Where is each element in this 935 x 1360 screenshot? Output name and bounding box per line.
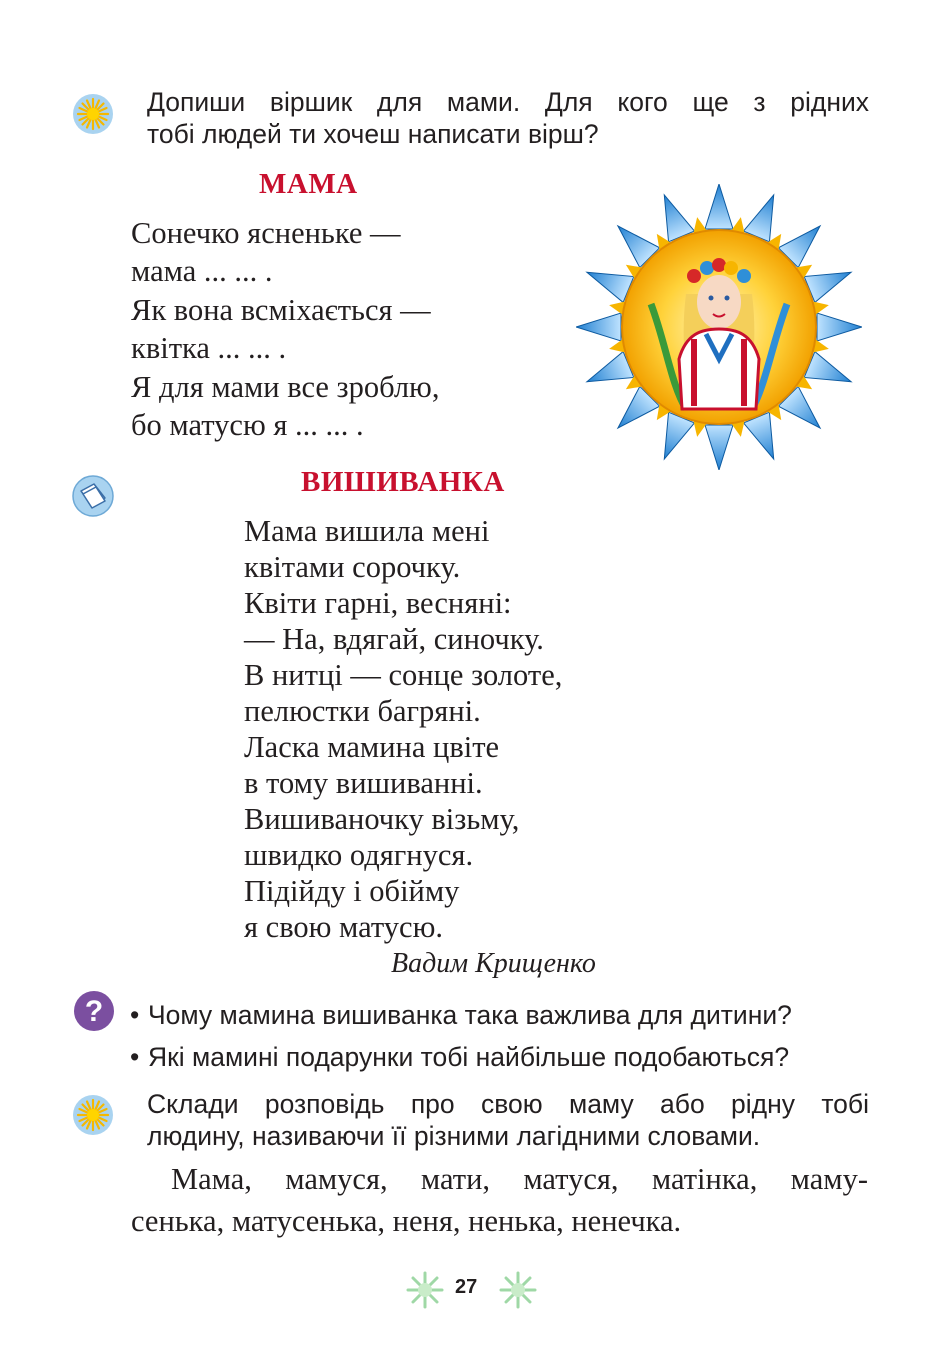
task-instruction-1: [147, 86, 869, 150]
snowflake-icon: [405, 1270, 445, 1310]
poem-line: Як вона всміхається —: [131, 292, 431, 327]
task1-line2: тобі людей ти хочеш написати вірш?: [147, 119, 599, 149]
poem-line: В нитці — сонце золоте,: [244, 658, 563, 692]
poem-line: в тому вишиванні.: [244, 766, 483, 800]
poem-line: пелюстки багряні.: [244, 694, 481, 728]
poem-line: Ласка мамина цвіте: [244, 730, 500, 764]
words-line2: сенька, матусенька, неня, ненька, ненечка.: [131, 1204, 682, 1238]
poem-line: бо матусю я ... ... .: [131, 408, 364, 443]
affectionate-words: [131, 1158, 868, 1242]
poem-line: Я для мами все зроблю,: [131, 369, 440, 404]
poem-line: я свою матусю.: [244, 910, 444, 944]
question-text: Які мамині подарунки тобі найбільше подобаються?: [148, 1042, 790, 1072]
poem-mama: [131, 214, 439, 444]
bullet: •: [130, 1042, 140, 1072]
poem-title-mama: МАМА: [259, 168, 358, 200]
poem-author: Вадим Крищенко: [391, 948, 596, 979]
question-text: Чому мамина вишиванка така важлива для дитини?: [148, 1000, 792, 1030]
question-icon: [73, 990, 115, 1032]
poem-line: Квіти гарні, весняні:: [244, 586, 512, 620]
poem-line: — На, вдягай, синочку.: [244, 622, 544, 656]
page-number: 27: [455, 1276, 478, 1298]
sun-icon: [72, 93, 114, 135]
list-item: [130, 1036, 792, 1078]
task1-line1: Допиши віршик для мами. Для кого ще з рідних: [147, 87, 869, 117]
svg-text:?: ?: [84, 995, 104, 1028]
sun-icon: [72, 1094, 114, 1136]
book-icon: [72, 475, 114, 517]
list-item: [130, 994, 792, 1036]
task2-line2: людину, називаючи її різними лагідними словами.: [147, 1121, 761, 1151]
poem-line: квітка ... ... .: [131, 331, 287, 366]
poem-line: Вишиваночку візьму,: [244, 802, 520, 836]
poem-line: Підійду і обійму: [244, 874, 460, 908]
poem-line: мама ... ... .: [131, 254, 273, 289]
sun-girl-illustration: [576, 184, 862, 470]
poem-line: швидко одягнуся.: [244, 838, 474, 872]
task-instruction-2: [147, 1088, 869, 1152]
poem-line: квітами сорочку.: [244, 550, 461, 584]
task2-line1: Склади розповідь про свою маму або рідну тобі: [147, 1089, 869, 1119]
question-list: [130, 994, 792, 1078]
snowflake-icon: [498, 1270, 538, 1310]
poem-line: Сонечко ясненьке —: [131, 216, 401, 250]
words-line1: Мама, мамуся, мати, матуся, матінка, маму-: [171, 1162, 868, 1196]
bullet: •: [130, 1000, 140, 1030]
poem-line: Мама вишила мені: [244, 514, 490, 548]
poem-vyshyvanka: [244, 513, 562, 945]
poem-title-vyshyvanka: ВИШИВАНКА: [301, 466, 505, 498]
